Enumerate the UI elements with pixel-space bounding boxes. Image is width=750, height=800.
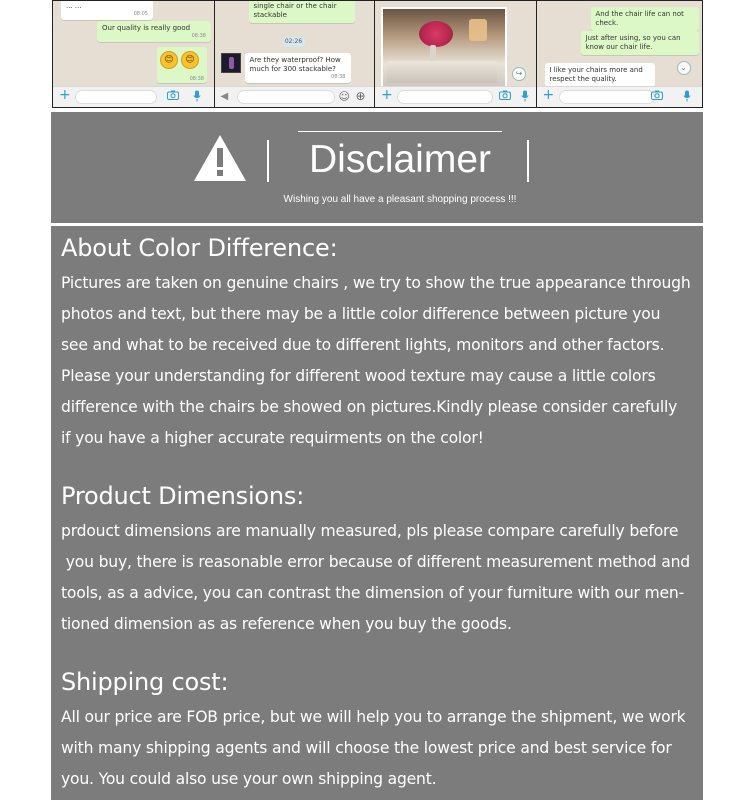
avatar — [221, 53, 241, 73]
scroll-down-icon[interactable]: ⌄ — [677, 61, 691, 75]
disclaimer-info-panel — [51, 226, 703, 800]
warning-icon — [193, 134, 247, 182]
section-line: see and what to be received due to different lights, monitors and other factors. — [61, 336, 665, 354]
message-input[interactable] — [237, 90, 335, 104]
table — [387, 61, 497, 83]
chat-screenshot-2 — [215, 1, 375, 107]
disclaimer-banner — [51, 112, 703, 223]
section-line: you buy, there is reasonable error because of different measurement method and — [61, 553, 690, 571]
section-line: prdouct dimensions are manually measured, pls please compare carefully before — [61, 522, 679, 540]
chat-screenshot-3 — [375, 1, 536, 107]
shipping-cost-section — [61, 662, 695, 795]
flower-centerpiece — [419, 21, 453, 47]
plus-icon[interactable]: + — [59, 87, 71, 103]
camera-icon[interactable] — [651, 90, 663, 104]
disclaimer-subtitle: Wishing you all have a pleasant shopping process !!! — [283, 194, 517, 205]
camera-icon[interactable] — [167, 90, 179, 104]
microphone-icon[interactable] — [521, 90, 529, 106]
section-line: difference with the chairs be showed on pictures.Kindly please consider carefully — [61, 398, 678, 416]
chat-input-bar — [375, 86, 536, 107]
chat-screenshot-1 — [53, 1, 214, 107]
chat-input-bar — [537, 86, 702, 107]
section-line: Pictures are taken on genuine chairs , we try to show the true appearance through — [61, 274, 691, 292]
chat-bubble-outgoing: Just after using, so you can know our chair life. — [581, 31, 699, 55]
window-light — [469, 19, 487, 41]
section-line: you. You could also use your own shipping agent. — [61, 770, 437, 788]
emoji-icon[interactable]: ☺ — [338, 90, 350, 103]
chat-bubble-incoming: I like your chairs more and respect the quality. — [545, 63, 655, 87]
banner-divider-line — [298, 131, 502, 132]
chat-bubble-incoming: ... ... 08:05 — [61, 1, 153, 20]
speaker-icon[interactable]: ◀ — [220, 91, 229, 102]
section-heading: Product Dimensions: — [61, 482, 305, 510]
wedding-chair-photo[interactable] — [381, 7, 507, 89]
disclaimer-title: Disclaimer — [308, 138, 491, 181]
chat-bubble-emoji: 😊 😊 08:38 — [157, 47, 207, 83]
chat-bubble-outgoing: single chair or the chair stackable — [249, 1, 355, 23]
chat-input-bar — [53, 86, 214, 107]
banner-vertical-bar — [527, 140, 529, 182]
section-line: tioned dimension as as reference when you buy the goods. — [61, 615, 512, 633]
chat-screenshot-strip — [52, 0, 703, 108]
section-heading: Shipping cost: — [61, 668, 229, 696]
forward-icon[interactable]: ↪ — [512, 67, 526, 81]
section-line: photos and text, but there may be a little color difference between picture you — [61, 305, 661, 323]
section-line: All our price are FOB price, but we will help you to arrange the shipment, we work — [61, 708, 686, 726]
smile-emoji-icon: 😊 — [160, 51, 178, 69]
message-input[interactable] — [559, 90, 655, 104]
camera-icon[interactable] — [499, 90, 511, 104]
product-dimensions-section — [61, 476, 695, 640]
plus-icon[interactable]: + — [381, 87, 393, 103]
plus-icon[interactable]: + — [542, 87, 555, 103]
chat-bubble-outgoing: And the chair life can not check. — [591, 7, 699, 31]
chat-date-pill: 02:26 — [283, 37, 305, 47]
microphone-icon[interactable] — [683, 90, 691, 106]
plus-circle-icon[interactable]: ⊕ — [355, 89, 366, 103]
section-heading: About Color Difference: — [61, 234, 338, 262]
microphone-icon[interactable] — [193, 90, 201, 106]
message-input[interactable] — [397, 90, 493, 104]
section-line: if you have a higher accurate requirments on the color! — [61, 429, 484, 447]
section-line: Please your understanding for different wood texture may cause a little colors — [61, 367, 656, 385]
chat-input-bar — [215, 86, 375, 107]
color-difference-section — [61, 228, 695, 454]
chat-bubble-incoming: Are they waterproof? How much for 300 stackable? 08:38 — [245, 53, 351, 83]
section-line: tools, as a advice, you can contrast the dimension of your furniture with our men- — [61, 584, 685, 602]
chat-bubble-outgoing: Our quality is really good 08:38 — [97, 21, 211, 42]
section-line: with many shipping agents and will choose the lowest price and best service for — [61, 739, 672, 757]
banner-vertical-bar — [267, 140, 269, 182]
smile-emoji-icon: 😊 — [181, 51, 199, 69]
message-input[interactable] — [75, 90, 157, 104]
chat-screenshot-4 — [537, 1, 702, 107]
